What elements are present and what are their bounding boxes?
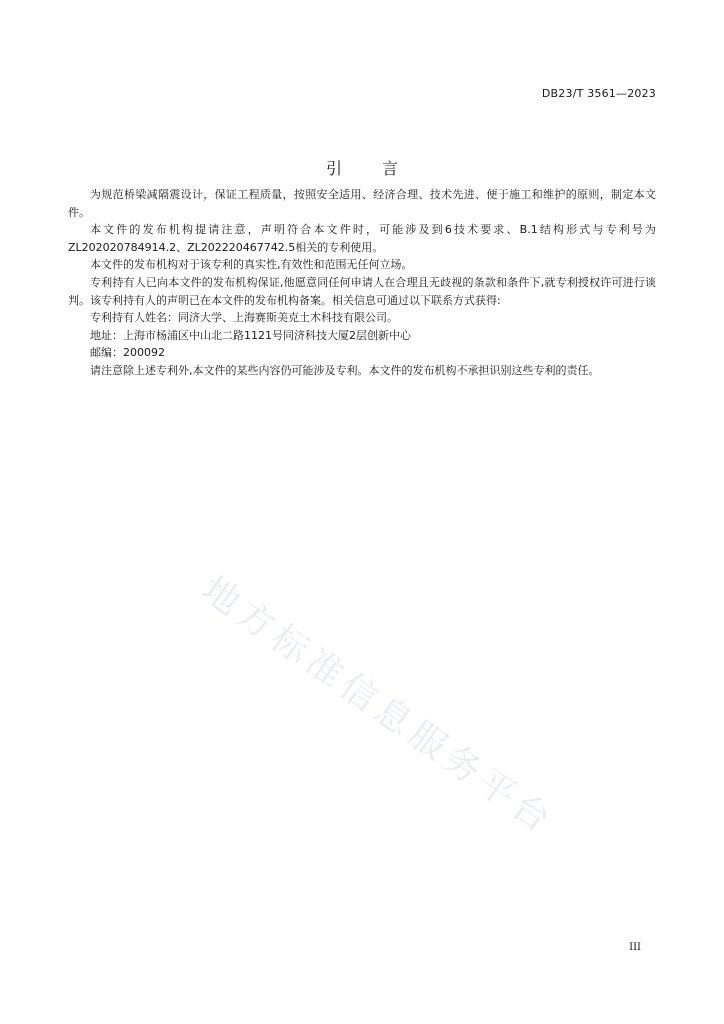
paragraph-address: 地址：上海市杨浦区中山北二路1121号同济科技大厦2层创新中心 [90, 328, 411, 342]
paragraph-postcode: 邮编：200092 [90, 346, 165, 360]
paragraph-patent-holder-assurance: 专利持有人已向本文件的发布机构保证,他愿意同任何申请人在合理且无歧视的条款和条件下,就专利授权许可进行谈判。该专利持有人的声明已在本文件的发布机构备案。相关信息可通过以下联系方式获得: [68, 275, 656, 307]
paragraph-patent-position: 本文件的发布机构对于该专利的真实性,有效性和范围无任何立场。 [90, 258, 413, 272]
introduction-body [68, 186, 656, 380]
document-code: DB23/T 3561—2023 [541, 87, 656, 100]
page-title: 引言 [325, 159, 438, 178]
paragraph-purpose: 为规范桥梁减隔震设计，保证工程质量，按照安全适用、经济合理、技术先进、便于施工和维护的原则，制定本文件。 [68, 188, 656, 219]
paragraph-patent-notice: 本文件的发布机构提请注意，声明符合本文件时，可能涉及到6技术要求、B.1结构形式与专利号为ZL202020784914.2、ZL202220467742.5相关的专利使用。 [68, 223, 656, 254]
paragraph-holder-name: 专利持有人姓名：同济大学、上海赛斯美克土木科技有限公司。 [90, 311, 398, 325]
page-number: III [629, 942, 641, 953]
watermark: 地方标准信息服务平台 [194, 569, 563, 844]
paragraph-disclaimer: 请注意除上述专利外,本文件的某些内容仍可能涉及专利。本文件的发布机构不承担识别这些专利的责任。 [90, 363, 600, 377]
